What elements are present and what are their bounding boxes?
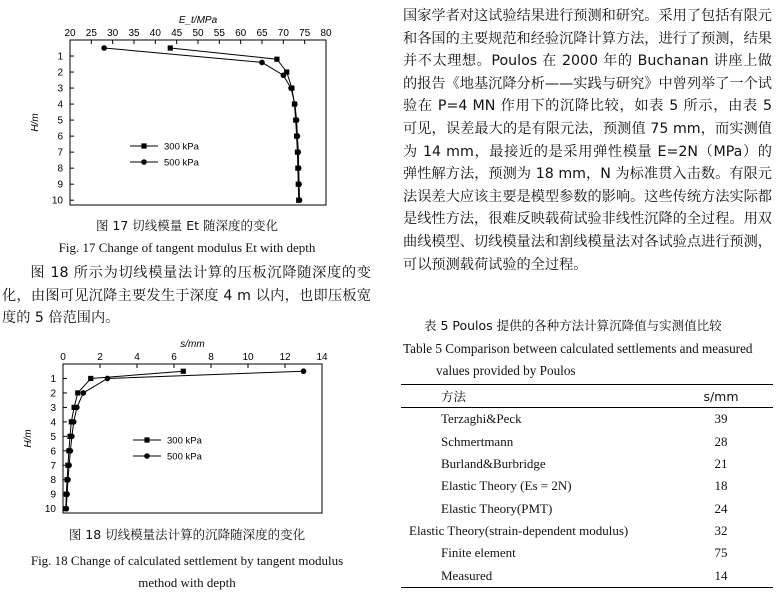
figure-17-caption-en	[0, 240, 374, 256]
figure-18-chart	[0, 336, 390, 526]
data-point-circle	[295, 149, 301, 155]
data-point-circle	[297, 197, 303, 203]
x-axis-label: s/mm	[180, 339, 205, 350]
data-point-circle	[65, 477, 71, 483]
y-tick-label: 7	[50, 460, 56, 472]
figure-17-caption-cn-text: 图 17 切线模量 Et 随深度的变化	[95, 218, 279, 233]
data-point-circle	[296, 165, 302, 171]
data-point-circle	[288, 85, 294, 91]
table-5-caption-cn	[424, 316, 754, 334]
table-row	[401, 431, 773, 453]
x-tick-label: 8	[208, 352, 214, 363]
data-point-circle	[259, 60, 265, 66]
x-tick-label: 0	[60, 352, 66, 363]
figure-18-caption-cn	[0, 525, 374, 543]
table-row	[401, 475, 773, 497]
table-header-method: 方法	[401, 385, 669, 408]
figure-18-caption-en-line2: method with depth	[138, 575, 236, 590]
table-row	[401, 497, 773, 519]
y-tick-label: 3	[57, 83, 63, 95]
y-tick-label: 5	[50, 431, 56, 443]
paragraph-left: 图 18 所示为切线模量法计算的压板沉降随深度的变化，由图可见沉降主要发生于深度 4 m 以内，也即压板宽度的 5 倍范围内。	[2, 265, 371, 327]
x-tick-label: 10	[242, 352, 254, 363]
paragraph-right: 国家学者对这试验结果进行预测和研究。采用了包括有限元和各国的主要规范和经验沉降计算方法，进行了预测，结果并不太理想。Poulos 在 2000 年的 Buchanan 讲座上做的报告《地基沉降分析——实践与研究》中曾列举了一个试验在 P=4 MN 作用下的沉降比较，如表 5 所示，由表 5 可见，误差最大的是有限元法，预测值 75 mm，而实测值为 14 mm，最接近的是采用弹性模量 E=2N（MPa）的弹性解方法，预测为 18 mm，N 为标准贯入击数。有限元法误差大应该主要是模型参数的影响。这些传统方法实际都是线性方法，很难反映载荷试验非线性沉降的全过程。用双曲线模型、切线模量法和割线模量法对各试验点进行预测，可以预测载荷试验的全过程。	[403, 8, 772, 273]
y-tick-label: 8	[50, 475, 56, 487]
y-tick-label: 7	[57, 147, 63, 159]
data-point-circle	[69, 434, 75, 440]
data-point-circle	[81, 390, 87, 396]
legend-label: 500 kPa	[164, 157, 199, 169]
series-line-2	[104, 48, 299, 200]
table-5-caption-en-line1: Table 5 Comparison between calculated settlements and measured	[403, 341, 753, 356]
figure-17-chart	[0, 0, 390, 215]
table-cell-s: 14	[669, 564, 773, 587]
data-point-circle	[281, 72, 287, 78]
x-tick-label: 60	[235, 28, 247, 39]
data-point-circle	[105, 376, 111, 382]
table-cell-method: Elastic Theory(PMT)	[441, 500, 553, 516]
figure-18-caption-cn-text: 图 18 切线模量法计算的沉降随深度的变化	[68, 527, 306, 542]
table-row	[401, 453, 773, 475]
table-header-s: s/mm	[669, 385, 773, 408]
table-cell-method: Finite element	[441, 545, 516, 561]
y-tick-label: 10	[51, 195, 63, 207]
table-row	[401, 542, 773, 564]
y-tick-label: 6	[50, 446, 56, 458]
figure-18	[0, 336, 390, 526]
x-tick-label: 40	[149, 28, 161, 39]
x-tick-label: 14	[316, 352, 328, 363]
y-tick-label: 4	[57, 99, 63, 111]
table-row	[401, 520, 773, 542]
y-tick-label: 4	[50, 417, 56, 429]
table-cell-s: 32	[714, 522, 728, 538]
legend-marker-square	[144, 437, 149, 442]
y-tick-label: 2	[50, 388, 56, 400]
y-tick-label: 6	[57, 131, 63, 143]
figure-17-caption-cn	[0, 216, 374, 234]
table-cell-method: Measured	[401, 564, 669, 587]
data-point-square	[274, 57, 279, 62]
y-tick-label: 3	[50, 402, 56, 414]
data-point-circle	[292, 101, 298, 107]
table-5-caption-en-line2: values provided by Poulos	[436, 362, 576, 378]
data-point-circle	[66, 462, 72, 468]
y-axis-label: H/m	[23, 429, 34, 448]
x-tick-label: 45	[171, 28, 183, 39]
data-point-square	[75, 390, 80, 395]
table-5	[401, 384, 773, 588]
table-cell-method: Burland&Burbridge	[441, 456, 546, 472]
legend-label: 300 kPa	[164, 141, 199, 153]
table-5-caption-en	[403, 338, 775, 381]
table-cell-s: 39	[714, 411, 728, 427]
x-tick-label: 80	[320, 28, 332, 39]
legend-label: 300 kPa	[167, 435, 202, 447]
y-tick-label: 10	[44, 504, 56, 516]
table-cell-method: Elastic Theory(strain-dependent modulus)	[409, 522, 629, 538]
table-cell-s: 75	[714, 545, 728, 561]
data-point-circle	[295, 133, 301, 139]
data-point-square	[88, 376, 93, 381]
data-point-circle	[68, 448, 74, 454]
y-tick-label: 9	[57, 179, 63, 191]
legend-marker-circle	[144, 453, 150, 459]
x-tick-label: 65	[256, 28, 268, 39]
table-cell-s: 18	[714, 478, 728, 494]
table-row	[401, 408, 773, 431]
x-axis-label: E_t/MPa	[178, 15, 218, 26]
y-axis-label: H/m	[30, 113, 41, 132]
table-cell-method: Schmertmann	[441, 433, 514, 449]
x-tick-label: 50	[192, 28, 204, 39]
y-tick-label: 5	[57, 115, 63, 127]
x-tick-label: 55	[213, 28, 225, 39]
figure-17-caption-en-text: Fig. 17 Change of tangent modulus Et with depth	[58, 240, 316, 255]
x-tick-label: 30	[107, 28, 119, 39]
x-tick-label: 20	[64, 28, 76, 39]
x-tick-label: 70	[277, 28, 289, 39]
data-point-square	[168, 45, 173, 50]
table-cell-method: Elastic Theory (Es = 2N)	[441, 478, 572, 494]
plot-frame	[70, 40, 326, 205]
x-tick-label: 12	[279, 352, 291, 363]
data-point-circle	[101, 45, 107, 51]
y-tick-label: 2	[57, 67, 63, 79]
x-tick-label: 75	[299, 28, 311, 39]
figure-18-caption-en-line1: Fig. 18 Change of calculated settlement by tangent modulus	[30, 553, 344, 568]
legend-label: 500 kPa	[167, 451, 202, 463]
legend-marker-circle	[141, 159, 147, 165]
table-row	[401, 564, 773, 587]
x-tick-label: 2	[97, 352, 103, 363]
y-tick-label: 1	[57, 51, 63, 63]
y-tick-label: 8	[57, 163, 63, 175]
x-tick-label: 4	[134, 352, 140, 363]
data-point-square	[181, 369, 186, 374]
x-tick-label: 35	[128, 28, 140, 39]
series-line-1	[170, 48, 298, 200]
y-tick-label: 9	[50, 489, 56, 501]
data-point-circle	[296, 181, 302, 187]
table-5-caption-cn-text: 表 5 Poulos 提供的各种方法计算沉降值与实测值比较	[424, 318, 722, 333]
data-point-circle	[64, 491, 70, 497]
data-point-circle	[64, 506, 70, 512]
figure-18-caption-en	[0, 550, 374, 594]
data-point-circle	[74, 405, 80, 411]
table-cell-s: 21	[714, 456, 728, 472]
data-point-circle	[71, 419, 77, 425]
figure-17	[0, 0, 390, 238]
legend-marker-square	[141, 143, 146, 148]
data-point-circle	[294, 117, 300, 123]
table-cell-method: Terzaghi&Peck	[441, 411, 522, 427]
y-tick-label: 1	[50, 373, 56, 385]
table-5-grid	[401, 384, 773, 588]
x-tick-label: 25	[85, 28, 97, 39]
x-tick-label: 6	[171, 352, 177, 363]
table-header-row	[401, 385, 773, 408]
table-cell-s: 28	[714, 433, 728, 449]
data-point-circle	[301, 368, 307, 374]
table-cell-s: 24	[714, 500, 728, 516]
